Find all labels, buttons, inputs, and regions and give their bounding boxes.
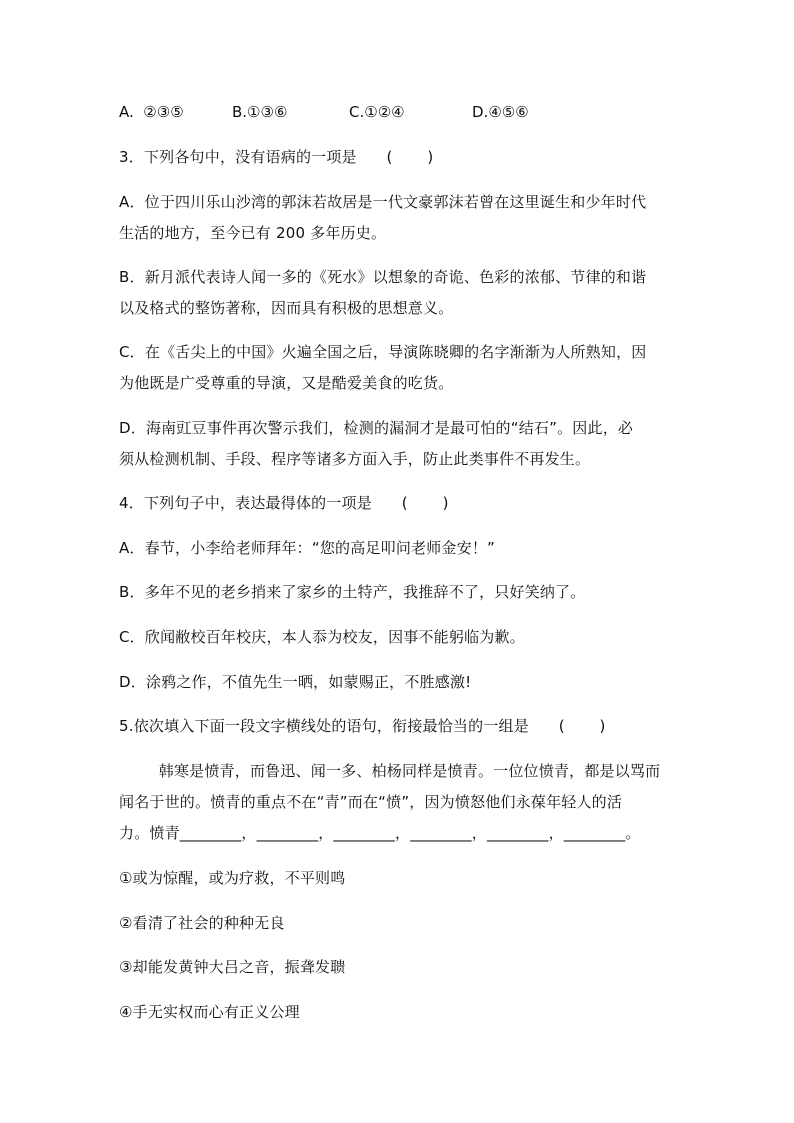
q5-item-1: ①或为惊醒，或为疗救，不平则鸣 xyxy=(119,869,346,887)
question-4-stem: 4．下列句子中，表达最得体的一项是 ( ) xyxy=(119,494,449,512)
q5-passage-line3: 力。愤青________，________，________，________，________，________。 xyxy=(119,824,641,842)
q5-item-3: ③却能发黄钟大吕之音，振聋发聩 xyxy=(119,958,346,976)
option-b: B.①③⑥ xyxy=(232,103,288,121)
q3-option-b-line2: 以及格式的整饬著称，因而具有积极的思想意义。 xyxy=(119,299,454,317)
q3-option-b-line1: B．新月派代表诗人闻一多的《死水》以想象的奇诡、色彩的浓郁、节律的和谐 xyxy=(119,268,647,286)
option-a: A. ②③⑤ xyxy=(119,103,184,121)
q4-option-b: B．多年不见的老乡捎来了家乡的土特产，我推辞不了，只好笑纳了。 xyxy=(119,583,586,601)
q5-passage-line1: 韩寒是愤青，而鲁迅、闻一多、柏杨同样是愤青。一位位愤青，都是以骂而 xyxy=(119,762,661,780)
q4-option-a: A．春节，小李给老师拜年：“您的高足叩问老师金安！” xyxy=(119,539,496,557)
question-2-options xyxy=(119,100,679,124)
q3-option-a-line2: 生活的地方，至今已有 200 多年历史。 xyxy=(119,224,387,242)
q4-option-c: C．欣闻敝校百年校庆，本人忝为校友，因事不能躬临为歉。 xyxy=(119,628,525,646)
question-3-stem: 3．下列各句中，没有语病的一项是 ( ) xyxy=(119,148,434,166)
q3-option-d-line1: D．海南豇豆事件再次警示我们，检测的漏洞才是最可怕的“结石”。因此，必 xyxy=(119,419,634,437)
q3-option-c-line2: 为他既是广受尊重的导演，又是酷爱美食的吃货。 xyxy=(119,374,454,392)
q4-option-d: D．涂鸦之作，不值先生一晒，如蒙赐正，不胜感激! xyxy=(119,673,472,691)
q3-option-c-line1: C．在《舌尖上的中国》火遍全国之后，导演陈晓卿的名字渐渐为人所熟知，因 xyxy=(119,343,647,361)
option-d: D.④⑤⑥ xyxy=(472,103,529,121)
q3-option-d-line2: 须从检测机制、手段、程序等诸多方面入手，防止此类事件不再发生。 xyxy=(119,450,591,468)
q5-item-2: ②看清了社会的种种无良 xyxy=(119,914,285,932)
option-c: C.①②④ xyxy=(349,103,405,121)
q3-option-a-line1: A．位于四川乐山沙湾的郭沫若故居是一代文豪郭沫若曾在这里诞生和少年时代 xyxy=(119,193,647,211)
q5-passage-line2: 闻名于世的。愤青的重点不在“青”而在“愤”，因为愤怒他们永葆年轻人的活 xyxy=(119,793,623,811)
question-5-stem: 5.依次填入下面一段文字横线处的语句，衔接最恰当的一组是 ( ) xyxy=(119,717,606,735)
q5-item-4: ④手无实权而心有正义公理 xyxy=(119,1003,300,1021)
